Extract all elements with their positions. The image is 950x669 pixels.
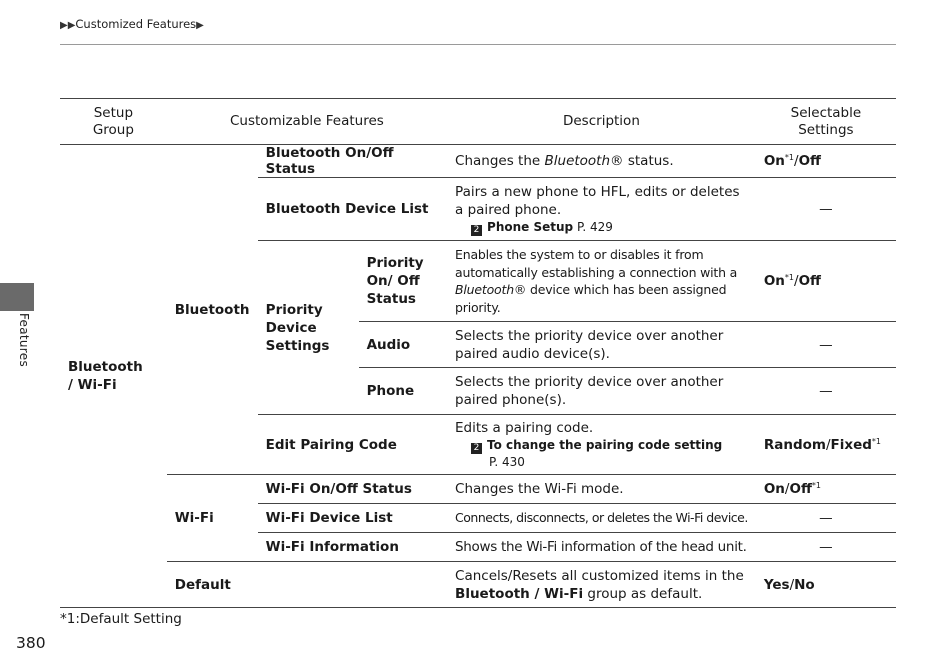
header-description: Description: [447, 99, 756, 145]
table-row: [60, 475, 896, 504]
header-setup-group: Setup Group: [60, 99, 167, 145]
xref-pairing-page[interactable]: P. 430: [489, 454, 525, 469]
feature-bluetooth-device-list: Bluetooth Device List: [258, 178, 447, 241]
desc-priority-audio: Selects the priority device over another paired audio device(s).: [447, 322, 756, 368]
feature-wifi-onoff: Wi-Fi On/Off Status: [258, 475, 447, 504]
breadcrumb: [60, 17, 204, 31]
feature-priority-phone: Phone: [359, 368, 447, 415]
header-customizable-features: Customizable Features: [167, 99, 447, 145]
header-selectable-settings: Selectable Settings: [756, 99, 896, 145]
setting-wifi-onoff: On/Off$^{*1}$: [756, 475, 896, 504]
feature-default: Default: [167, 562, 447, 608]
feature-wifi-information: Wi-Fi Information: [258, 533, 447, 562]
breadcrumb-section[interactable]: Customized Features: [75, 17, 197, 31]
xref-arrow-icon: 2: [471, 443, 482, 454]
desc-wifi-information: Shows the Wi-Fi information of the head unit.: [447, 533, 756, 562]
table-header-row: [60, 99, 896, 145]
section-tab-label: Features: [17, 313, 31, 367]
page-number: 380: [16, 634, 46, 652]
customized-features-table: [60, 98, 896, 608]
desc-priority-onoff: Enables the system to or disables it from automatically establishing a connection with a Bluetooth® device which has been assigned priority.: [447, 241, 756, 322]
setting-bluetooth-device-list: —: [756, 178, 896, 241]
setting-edit-pairing-code: Random/Fixed$^{*1}$: [756, 415, 896, 475]
desc-wifi-onoff: Changes the Wi-Fi mode.: [447, 475, 756, 504]
setting-priority-phone: —: [756, 368, 896, 415]
desc-bluetooth-device-list: Pairs a new phone to HFL, edits or deletes a paired phone. 2 Phone Setup P. 429: [447, 178, 756, 241]
setting-wifi-device-list: —: [756, 504, 896, 533]
desc-priority-phone: Selects the priority device over another paired phone(s).: [447, 368, 756, 415]
subgroup-wifi: Wi-Fi: [167, 475, 258, 562]
breadcrumb-end-arrow: ▶: [196, 20, 204, 31]
feature-bluetooth-onoff: Bluetooth On/Off Status: [258, 145, 447, 178]
section-tab[interactable]: [0, 283, 34, 311]
setting-default: Yes/No: [756, 562, 896, 608]
desc-bluetooth-onoff: Changes the Bluetooth® status.: [447, 145, 756, 178]
desc-wifi-device-list: Connects, disconnects, or deletes the Wi-Fi device.: [447, 504, 756, 533]
setting-priority-onoff: On$^{*1}$/Off: [756, 241, 896, 322]
xref-arrow-icon: 2: [471, 225, 482, 236]
subgroup-bluetooth: Bluetooth: [167, 145, 258, 475]
setting-bluetooth-onoff: On$^{*1}$/Off: [756, 145, 896, 178]
subgroup-priority-device-settings: Priority Device Settings: [258, 241, 359, 415]
group-bluetooth-wifi: Bluetooth / Wi-Fi: [60, 145, 167, 608]
table-row: [60, 562, 896, 608]
xref-phone-setup[interactable]: 2 Phone Setup P. 429: [455, 219, 748, 236]
table-row: [60, 145, 896, 178]
breadcrumb-arrows: ▶▶: [60, 20, 76, 31]
setting-priority-audio: —: [756, 322, 896, 368]
desc-edit-pairing-code: Edits a pairing code. 2 To change the pairing code setting P. 430: [447, 415, 756, 475]
feature-priority-onoff: Priority On/ Off Status: [359, 241, 447, 322]
header-rule: [60, 44, 896, 45]
xref-pairing-code-setting[interactable]: 2 To change the pairing code setting: [455, 437, 748, 454]
setting-wifi-information: —: [756, 533, 896, 562]
feature-priority-audio: Audio: [359, 322, 447, 368]
footnote: *1:Default Setting: [60, 611, 182, 627]
feature-edit-pairing-code: Edit Pairing Code: [258, 415, 447, 475]
feature-wifi-device-list: Wi-Fi Device List: [258, 504, 447, 533]
desc-default: Cancels/Resets all customized items in the Bluetooth / Wi-Fi group as default.: [447, 562, 756, 608]
